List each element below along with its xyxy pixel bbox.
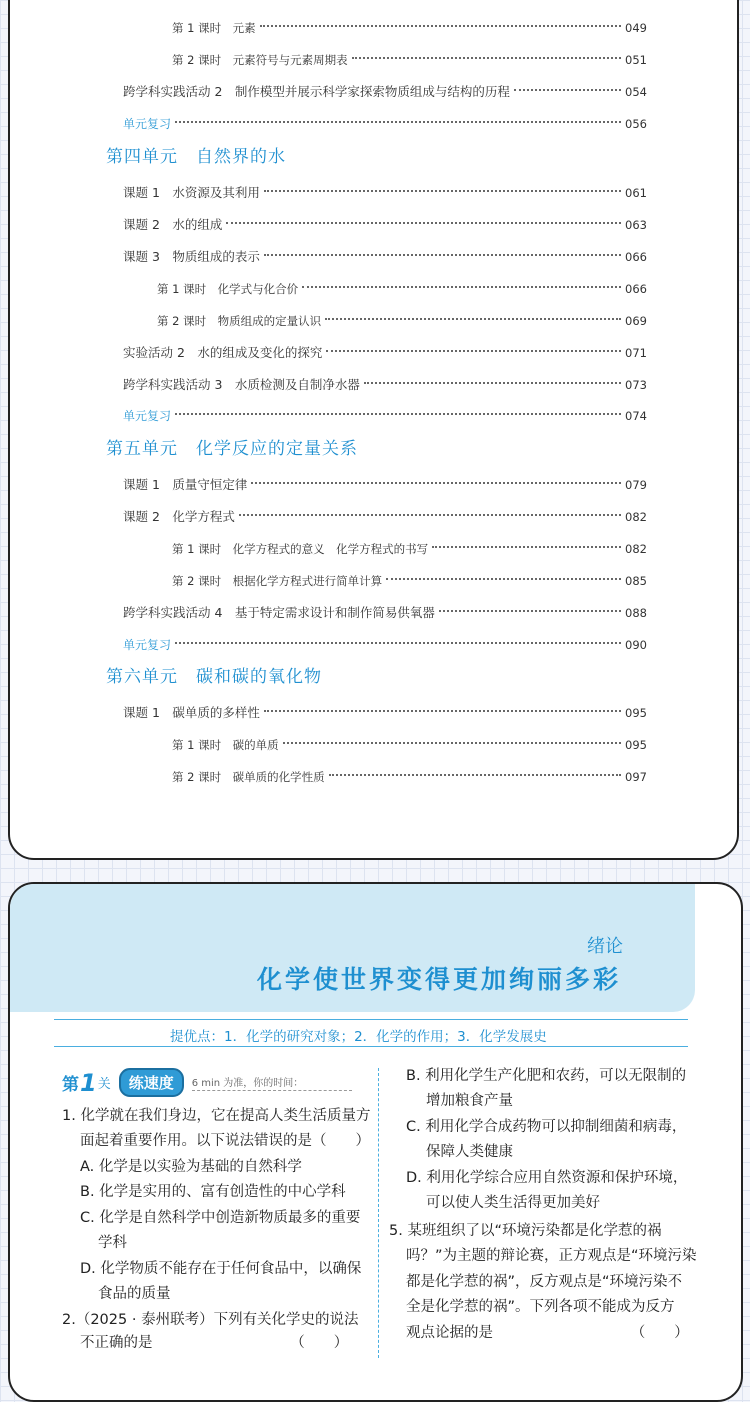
level-badge: 练速度 xyxy=(119,1068,184,1097)
question-5-stem: 全是化学惹的祸”。下列各项不能成为反方 xyxy=(406,1299,675,1315)
toc-page: 061 xyxy=(625,186,647,200)
option-a[interactable]: A. 化学是以实验为基础的自然科学 xyxy=(80,1159,302,1175)
toc-page: 082 xyxy=(625,510,647,524)
toc-row[interactable] xyxy=(123,697,647,720)
toc-label: 课题 1 碳单质的多样性 xyxy=(123,705,260,720)
toc-page: 049 xyxy=(625,21,647,35)
leader-dots xyxy=(352,44,621,64)
option-d[interactable]: D. 利用化学综合应用自然资源和保护环境， xyxy=(406,1170,688,1186)
toc-page: 095 xyxy=(625,706,647,720)
leader-dots xyxy=(226,209,621,229)
toc-row[interactable] xyxy=(172,565,647,588)
toc-label: 单元复习 xyxy=(123,638,172,652)
option-b[interactable]: B. 利用化学生产化肥和农药，可以无限制的 xyxy=(406,1068,687,1084)
toc-label: 课题 1 质量守恒定律 xyxy=(123,477,248,492)
level-number: 1 xyxy=(80,1068,97,1097)
divider xyxy=(54,1046,688,1047)
toc-row[interactable] xyxy=(157,273,647,296)
option-c[interactable]: C. 化学是自然科学中创造新物质最多的重要 xyxy=(80,1210,361,1226)
toc-label: 第 2 课时 元素符号与元素周期表 xyxy=(172,53,348,67)
leader-dots xyxy=(439,597,621,617)
chapter-title: 化学使世界变得更加绚丽多彩 xyxy=(256,965,621,994)
question-1-stem: 1. 化学就在我们身边，它在提高人类生活质量方 xyxy=(62,1108,371,1124)
time-note: 6 min 为准，你的时间： xyxy=(192,1074,352,1091)
toc-row-review[interactable] xyxy=(123,108,647,131)
leader-dots xyxy=(283,729,621,749)
toc-label: 课题 3 物质组成的表示 xyxy=(123,249,260,264)
question-2-stem: 不正确的是 （ ） xyxy=(80,1335,349,1351)
column-divider xyxy=(378,1068,379,1358)
toc-page: 088 xyxy=(625,606,647,620)
toc-label: 第 1 课时 碳的单质 xyxy=(172,738,279,752)
leader-dots xyxy=(302,273,621,293)
leader-dots xyxy=(264,177,621,197)
toc-label: 第 2 课时 碳单质的化学性质 xyxy=(172,770,325,784)
toc-page: 056 xyxy=(625,117,647,131)
toc-label: 第 1 课时 化学式与化合价 xyxy=(157,282,299,296)
toc-page: 095 xyxy=(625,738,647,752)
toc-page: 071 xyxy=(625,346,647,360)
toc-label: 课题 2 化学方程式 xyxy=(123,509,235,524)
toc-page: 097 xyxy=(625,770,647,784)
leader-dots xyxy=(326,337,621,357)
toc-row[interactable] xyxy=(123,76,647,99)
leader-dots xyxy=(175,108,621,128)
question-2-stem: 2.（2025 · 泰州联考）下列有关化学史的说法 xyxy=(62,1312,359,1328)
toc-row-review[interactable] xyxy=(123,629,647,652)
toc-label: 跨学科实践活动 3 水质检测及自制净水器 xyxy=(123,377,360,392)
chapter-section: 绪论 xyxy=(587,936,623,957)
toc-label: 第 2 课时 物质组成的定量认识 xyxy=(157,314,322,328)
toc-row[interactable] xyxy=(172,12,647,35)
toc-label: 第 2 课时 根据化学方程式进行简单计算 xyxy=(172,574,383,588)
toc-row[interactable] xyxy=(123,597,647,620)
toc-label: 课题 1 水资源及其利用 xyxy=(123,185,260,200)
option-d[interactable]: D. 化学物质不能存在于任何食品中，以确保 xyxy=(80,1261,362,1277)
leader-dots xyxy=(260,12,621,32)
toc-row[interactable] xyxy=(157,305,647,328)
toc-row[interactable] xyxy=(123,337,647,360)
option-c-cont: 保障人类健康 xyxy=(426,1144,513,1160)
unit-title[interactable]: 第四单元 自然界的水 xyxy=(106,147,286,167)
unit-title[interactable]: 第五单元 化学反应的定量关系 xyxy=(106,439,358,459)
leader-dots xyxy=(325,305,621,325)
unit-title[interactable]: 第六单元 碳和碳的氧化物 xyxy=(106,667,322,687)
question-5-stem: 观点论据的是 （ ） xyxy=(406,1325,689,1341)
option-d-cont: 可以使人类生活得更加美好 xyxy=(426,1195,600,1211)
toc-row[interactable] xyxy=(172,44,647,67)
divider xyxy=(54,1019,688,1020)
option-b[interactable]: B. 化学是实用的、富有创造性的中心学科 xyxy=(80,1184,346,1200)
leader-dots xyxy=(251,469,621,489)
toc-label: 第 1 课时 化学方程式的意义 化学方程式的书写 xyxy=(172,542,429,556)
toc-page: 063 xyxy=(625,218,647,232)
toc-page: 066 xyxy=(625,282,647,296)
leader-dots xyxy=(175,629,621,649)
leader-dots xyxy=(514,76,621,96)
toc-label: 单元复习 xyxy=(123,117,172,131)
toc-page: 069 xyxy=(625,314,647,328)
leader-dots xyxy=(264,697,621,717)
toc-page: 082 xyxy=(625,542,647,556)
toc-row[interactable] xyxy=(123,369,647,392)
leader-dots xyxy=(432,533,621,553)
leader-dots xyxy=(239,501,621,521)
level-prefix: 第 xyxy=(62,1075,79,1095)
toc-row[interactable] xyxy=(123,209,647,232)
leader-dots xyxy=(386,565,621,585)
toc-row[interactable] xyxy=(123,177,647,200)
leader-dots xyxy=(364,369,621,389)
option-d-cont: 食品的质量 xyxy=(98,1286,171,1302)
option-c-cont: 学科 xyxy=(98,1235,127,1251)
toc-row-review[interactable] xyxy=(123,400,647,423)
leader-dots xyxy=(264,241,621,261)
key-points: 提优点：1．化学的研究对象；2．化学的作用；3．化学发展史 xyxy=(170,1029,547,1045)
option-c[interactable]: C. 利用化学合成药物可以抑制细菌和病毒， xyxy=(406,1119,687,1135)
toc-label: 课题 2 水的组成 xyxy=(123,217,223,232)
toc-page: 090 xyxy=(625,638,647,652)
toc-page: 079 xyxy=(625,478,647,492)
chapter-header-band xyxy=(10,884,695,1012)
question-5-stem: 吗？”为主题的辩论赛，正方观点是“环境污染 xyxy=(406,1248,697,1264)
toc-label: 跨学科实践活动 2 制作模型并展示科学家探索物质组成与结构的历程 xyxy=(123,84,510,99)
question-5-stem: 都是化学惹的祸”，反方观点是“环境污染不 xyxy=(406,1274,683,1290)
toc-page: 054 xyxy=(625,85,647,99)
question-1-stem: 面起着重要作用。以下说法错误的是（ ） xyxy=(80,1133,370,1149)
toc-label: 单元复习 xyxy=(123,409,172,423)
question-5-stem: 5. 某班组织了以“环境污染都是化学惹的祸 xyxy=(389,1223,662,1239)
toc-page: 085 xyxy=(625,574,647,588)
leader-dots xyxy=(329,761,621,781)
toc-label: 跨学科实践活动 4 基于特定需求设计和制作简易供氧器 xyxy=(123,605,435,620)
toc-page: 074 xyxy=(625,409,647,423)
toc-row[interactable] xyxy=(123,241,647,264)
toc-row[interactable] xyxy=(123,469,647,492)
toc-row[interactable] xyxy=(172,533,647,556)
level-header xyxy=(62,1068,352,1097)
leader-dots xyxy=(175,400,621,420)
toc-row[interactable] xyxy=(123,501,647,524)
toc-page: 051 xyxy=(625,53,647,67)
toc-page: 073 xyxy=(625,378,647,392)
toc-row[interactable] xyxy=(172,729,647,752)
option-b-cont: 增加粮食产量 xyxy=(426,1093,513,1109)
toc-label: 实验活动 2 水的组成及变化的探究 xyxy=(123,345,323,360)
toc-label: 第 1 课时 元素 xyxy=(172,21,256,35)
toc-row[interactable] xyxy=(172,761,647,784)
toc-page: 066 xyxy=(625,250,647,264)
level-suffix: 关 xyxy=(97,1077,111,1092)
